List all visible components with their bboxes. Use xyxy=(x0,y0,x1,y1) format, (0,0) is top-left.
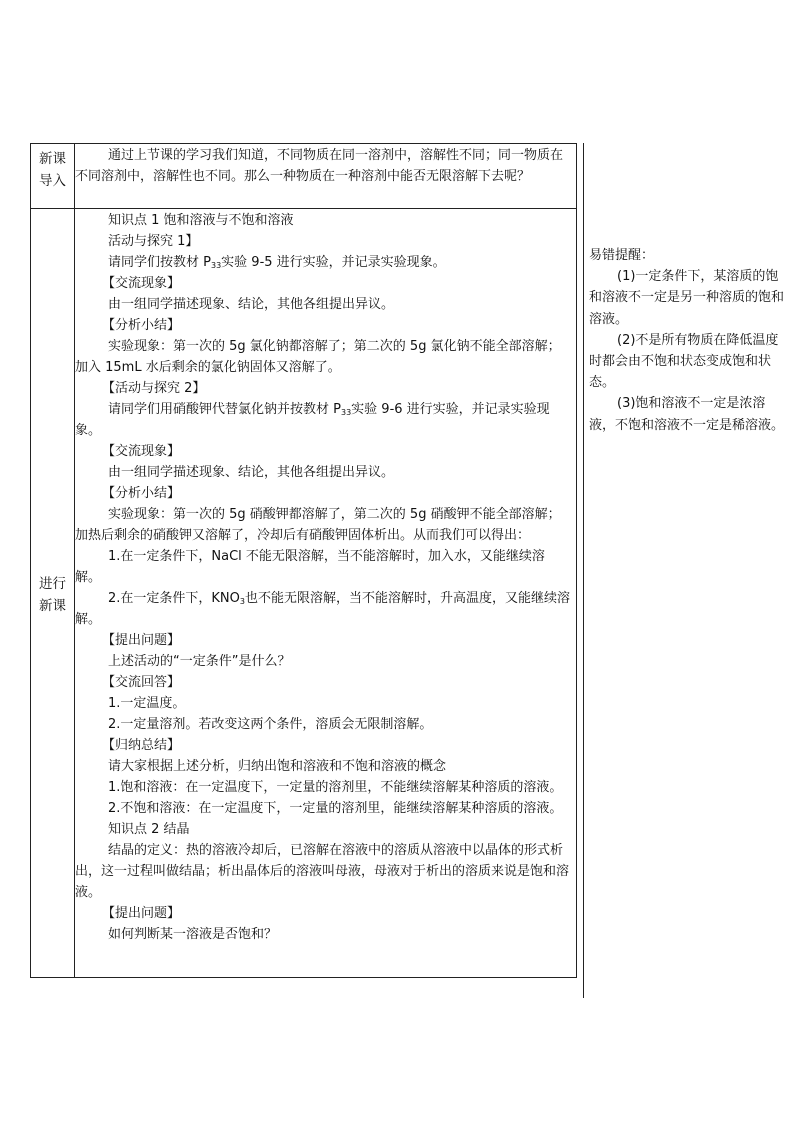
text-part: 2.在一定条件下，KNO xyxy=(108,591,240,606)
row-label-intro xyxy=(31,148,74,192)
label-line: 导入 xyxy=(39,173,66,189)
formula-subscript: 3 xyxy=(239,597,245,606)
label-line: 新课 xyxy=(39,598,66,614)
intro-paragraph: 通过上节课的学习我们知道，不同物质在同一溶剂中，溶解性不同；同一物质在不同溶剂中，溶解性也不同。那么一种物质在一种溶剂中能否无限溶解下去呢？ xyxy=(75,148,564,184)
bracket-heading: 【分析小结】 xyxy=(102,486,181,501)
text-paragraph: 如何判断某一溶液是否饱和？ xyxy=(108,927,278,942)
activity-heading: 活动与探究 1】 xyxy=(108,234,199,249)
bracket-heading: 【归纳总结】 xyxy=(102,738,181,753)
sidebar-tip: (1)一定条件下，某溶质的饱和溶液不一定是另一种溶质的饱和溶液。 xyxy=(589,269,785,327)
bracket-heading: 【交流现象】 xyxy=(102,444,181,459)
text-part: 也不能无限溶解，当不能溶解时，升高温度，又能继续溶解。 xyxy=(75,591,570,627)
page-subscript: 33 xyxy=(210,261,222,270)
text-paragraph: 上述活动的“一定条件”是什么？ xyxy=(108,654,291,669)
text-paragraph xyxy=(75,588,570,630)
text-paragraph: 实验现象：第一次的 5g 氯化钠都溶解了；第二次的 5g 氯化钠不能全部溶解；加入 15mL 水后剩余的氯化钠固体又溶解了。 xyxy=(75,339,561,375)
text-part: 请同学们用硝酸钾代替氯化钠并按教材 P xyxy=(108,402,341,417)
bracket-heading: 【活动与探究 2】 xyxy=(102,381,206,396)
text-paragraph: 1.在一定条件下，NaCl 不能无限溶解，当不能溶解时，加入水，又能继续溶解。 xyxy=(75,549,545,585)
activity-instruction xyxy=(75,399,570,441)
label-line: 进行 xyxy=(39,576,66,592)
sidebar-title: 易错提醒： xyxy=(589,248,655,263)
section-heading: 知识点 2 结晶 xyxy=(108,822,190,837)
text-paragraph: 1.一定温度。 xyxy=(108,696,186,711)
page-subscript: 33 xyxy=(340,408,352,417)
intro-content xyxy=(75,146,570,187)
text-paragraph: 实验现象：第一次的 5g 硝酸钾都溶解了，第二次的 5g 硝酸钾不能全部溶解；加热后剩余的硝酸钾又溶解了，冷却后有硝酸钾固体析出。从而我们可以得出： xyxy=(75,507,561,543)
bracket-heading: 【交流回答】 xyxy=(102,675,181,690)
bracket-heading: 【分析小结】 xyxy=(102,318,181,333)
text-paragraph: 2.一定量溶剂。若改变这两个条件，溶质会无限制溶解。 xyxy=(108,717,433,732)
text-paragraph: 1.饱和溶液：在一定温度下，一定量的溶剂里，不能继续溶解某种溶质的溶液。 xyxy=(108,780,563,795)
row-label-new-lesson xyxy=(31,573,74,617)
sidebar-tip: (3)饱和溶液不一定是浓溶液，不饱和溶液不一定是稀溶液。 xyxy=(589,396,785,433)
lesson-table xyxy=(30,143,577,978)
label-line: 新课 xyxy=(39,151,66,167)
text-paragraph: 请大家根据上述分析，归纳出饱和溶液和不饱和溶液的概念 xyxy=(108,759,447,774)
text-paragraph: 结晶的定义：热的溶液冷却后，已溶解在溶液中的溶质从溶液中以晶体的形式析出，这一过程叫做结晶；析出晶体后的溶液叫母液，母液对于析出的溶质来说是饱和溶液。 xyxy=(75,843,570,900)
text-part: 实验 9-5 进行实验，并记录实验现象。 xyxy=(221,255,446,270)
bracket-heading: 【交流现象】 xyxy=(102,276,181,291)
text-paragraph: 由一组同学描述现象、结论，其他各组提出异议。 xyxy=(108,297,395,312)
error-tips-sidebar xyxy=(589,245,789,436)
text-part: 实验 9-6 进行实验，并记录实验现象。 xyxy=(75,402,550,438)
sidebar-divider xyxy=(583,143,584,998)
new-lesson-content xyxy=(75,210,570,945)
text-paragraph: 由一组同学描述现象、结论，其他各组提出异议。 xyxy=(108,465,395,480)
section-heading: 知识点 1 饱和溶液与不饱和溶液 xyxy=(108,213,294,228)
row-divider xyxy=(31,208,576,209)
text-paragraph: 2.不饱和溶液：在一定温度下，一定量的溶剂里，能继续溶解某种溶质的溶液。 xyxy=(108,801,563,816)
bracket-heading: 【提出问题】 xyxy=(102,906,181,921)
sidebar-tip: (2)不是所有物质在降低温度时都会由不饱和状态变成饱和状态。 xyxy=(589,332,779,391)
bracket-heading: 【提出问题】 xyxy=(102,633,181,648)
activity-instruction xyxy=(75,252,570,273)
text-part: 请同学们按教材 P xyxy=(108,255,211,270)
